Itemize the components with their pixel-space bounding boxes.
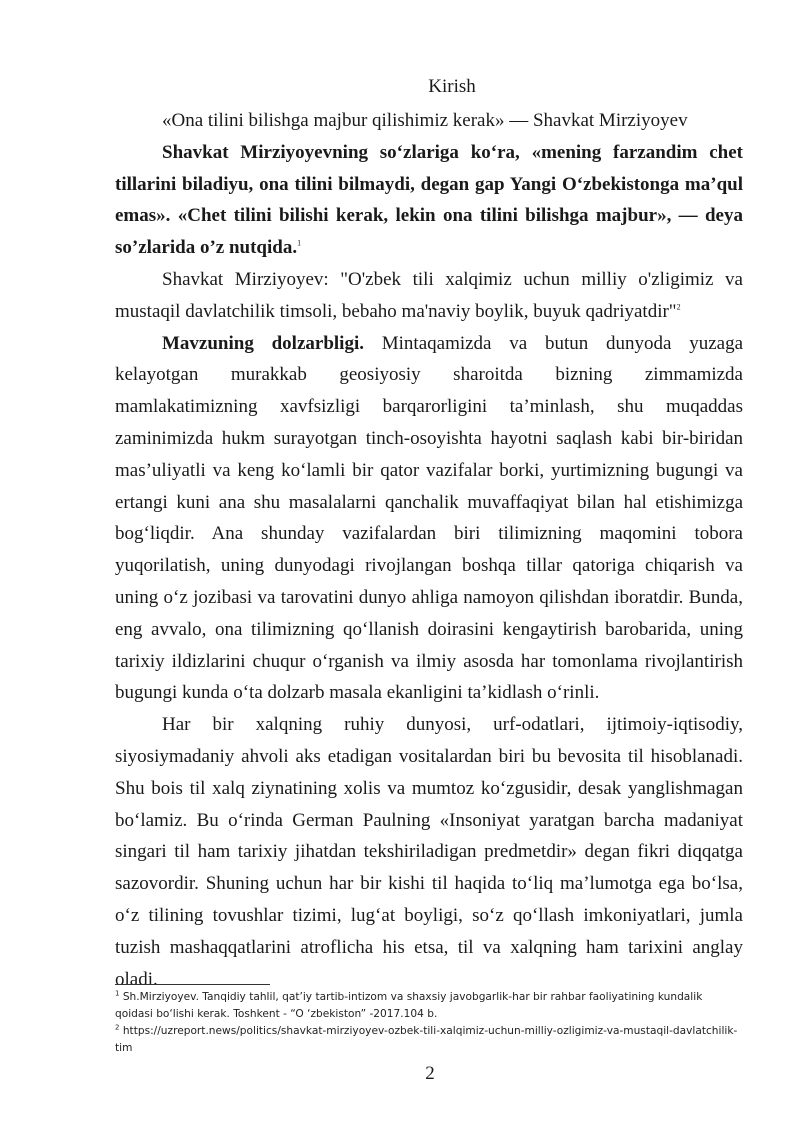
footnote-1 (115, 989, 743, 1023)
footnote-separator (115, 984, 270, 985)
footnote-text: Sh.Mirziyoyev. Tanqidiy tahlil, qat’iy tartib-intizom va shaxsiy javobgarlik-har bir rahbar faoliyatining kundalik qoidasi bo‘lishi kerak. Toshkent - “O ‘zbekiston” -2017.104 b. (115, 991, 703, 1020)
body-text (115, 105, 743, 998)
footnote-link[interactable]: https://uzreport.news/politics/shavkat-mirziyoyev-ozbek-tili-xalqimiz-uchun-milliy-ozligimiz-va-mustaqil-davlatchilik-tim (115, 1025, 738, 1054)
relevance-paragraph (115, 328, 743, 710)
footnote-ref-1: 1 (297, 238, 302, 248)
footnote-2 (115, 1023, 743, 1057)
relevance-text: Mintaqamizda va butun dunyoda yuzaga kelayotgan murakkab geosiyosiy sharoitda bizning zimmamizda mamlakatimizning xavfsizligi barqarorligini ta’minlash, shu muqaddas zaminimizda hukm surayotgan tinch-osoyishta hayotni saqlash kabi bir-biridan mas’uliyatli va keng ko‘lamli bir qator vazifalar borki, yurtimizning bugungi va ertangi kuni ana shu masalalarni qanchalik muvaffaqiyat bilan hal etishimizga bog‘liqdir. Ana shunday vazifalardan biri tilimizning maqomini tobora yuqorilatish, uning dunyodagi rivojlangan boshqa tillar qatoriga chiqarish va uning o‘z jozibasi va tarovatini dunyo ahliga namoyon qilishdan iboratdir. Bunda, eng avvalo, ona tilimizning qo‘llanish doirasini kengaytirish barobarida, uning tarixiy ildizlarini chuqur o‘rganish va ilmiy asosda har tomonlama rivojlantirish bugungi kunda o‘ta dolzarb masala ekanligini ta’kidlash o‘rinli. (115, 332, 743, 704)
quote-paragraph (115, 137, 743, 264)
footnote-number: 1 (115, 989, 120, 998)
language-paragraph: Har bir xalqning ruhiy dunyosi, urf-odatlari, ijtimoiy-iqtisodiy, siyosiymadaniy ahvoli aks etadigan vositalardan biri bu bevosita til hisoblanadi. Shu bois til xalq ziynatining xolis va mumtoz ko‘zgusidir, desak yanglishmagan bo‘lamiz. Bu o‘rinda German Paulning «Insoniyat yaratgan barcha madaniyat singari til ham tarixiy jihatdan tekshiriladigan predmetdir» degan fikri diqqatga sazovordir. Shuning uchun har bir kishi til haqida to‘liq ma’lumotga ega bo‘lsa, o‘z tilining tovushlar tizimi, lug‘at boyligi, so‘z qo‘llash imkoniyatlari, jumla tuzish mashaqqatlarini atroflicha his etsa, til va xalqning ham tarixini anglay oladi. (115, 714, 743, 990)
statement-text: Shavkat Mirziyoyev: "O'zbek tili xalqimiz uchun milliy o'zligimiz va mustaqil davlatchilik timsoli, bebaho ma'naviy boylik, buyuk qadriyatdir" (115, 268, 743, 322)
statement-paragraph (115, 264, 743, 328)
quote-text: Shavkat Mirziyoyevning so‘zlariga ko‘ra, «mening farzandim chet tillarini biladiyu, ona tilini bilmaydi, degan gap Yangi O‘zbekistonga ma’qul emas». «Chet tilini bilishi kerak, lekin ona tilini bilishga majbur», — deya so’zlarida o’z nutqida. (115, 141, 743, 259)
footnote-ref-2: 2 (676, 302, 681, 312)
footnote-number: 2 (115, 1023, 120, 1032)
page-number: 2 (425, 1063, 435, 1084)
relevance-heading: Mavzuning dolzarbligi. (162, 332, 364, 354)
section-title: Kirish (428, 76, 476, 97)
footnotes (115, 989, 743, 1057)
epigraph: «Ona tilini bilishga majbur qilishimiz kerak» — Shavkat Mirziyoyev (162, 110, 688, 131)
